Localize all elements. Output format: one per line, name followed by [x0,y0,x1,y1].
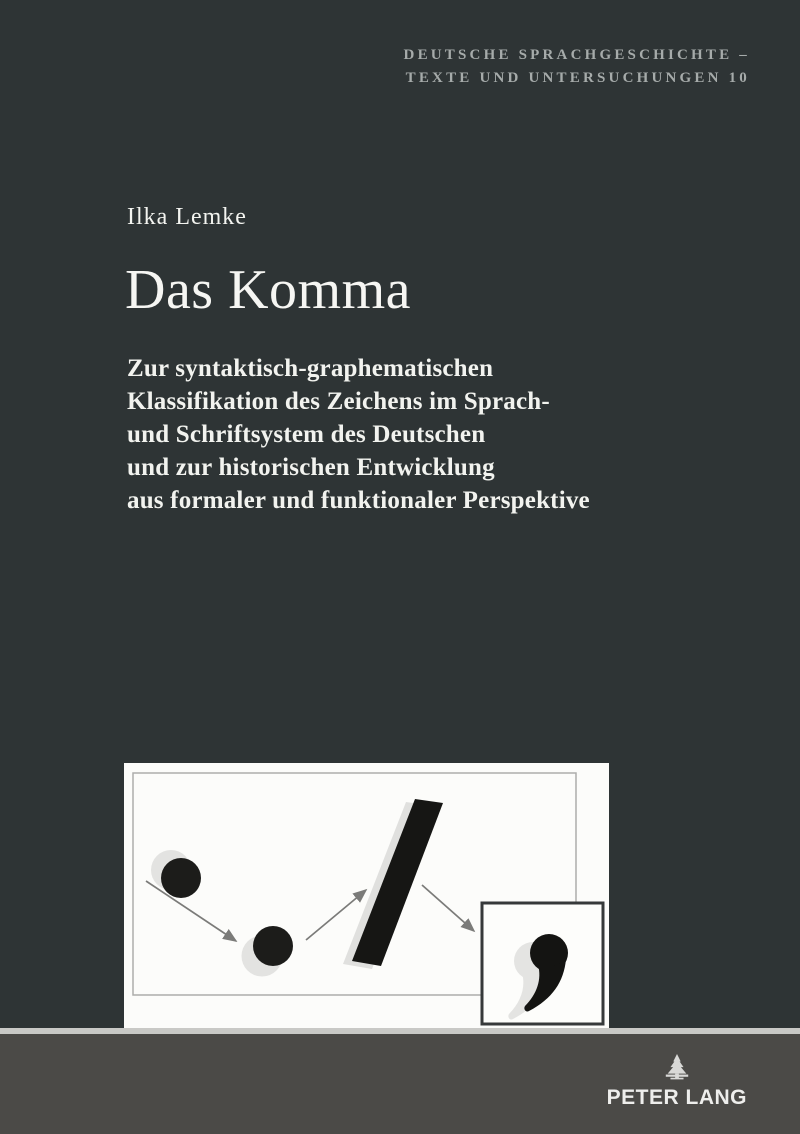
arrow-icon [422,885,474,931]
high-dot-icon [161,858,201,898]
comma-evolution-diagram [124,763,609,1028]
subtitle-line: Zur syntaktisch-graphematischen [127,355,494,382]
book-title: Das Komma [125,259,412,321]
publisher-name: PETER LANG [606,1086,747,1109]
peter-lang-tree-icon [661,1054,693,1082]
book-subtitle [127,352,590,517]
low-dot-icon [253,926,293,966]
series-line-2: TEXTE UND UNTERSUCHUNGEN 10 [405,70,750,86]
series-line-1: DEUTSCHE SPRACHGESCHICHTE – [403,47,750,63]
subtitle-line: Klassifikation des Zeichens im Sprach- [127,388,550,415]
series-title [404,44,750,90]
subtitle-line: und Schriftsystem des Deutschen [127,421,486,448]
publisher-logo [607,1054,747,1110]
illustration-panel [124,763,609,1028]
subtitle-line: aus formaler und funktionaler Perspektive [127,487,590,514]
author-name: Ilka Lemke [127,204,247,230]
footer-band [0,1034,800,1134]
subtitle-line: und zur historischen Entwicklung [127,454,495,481]
